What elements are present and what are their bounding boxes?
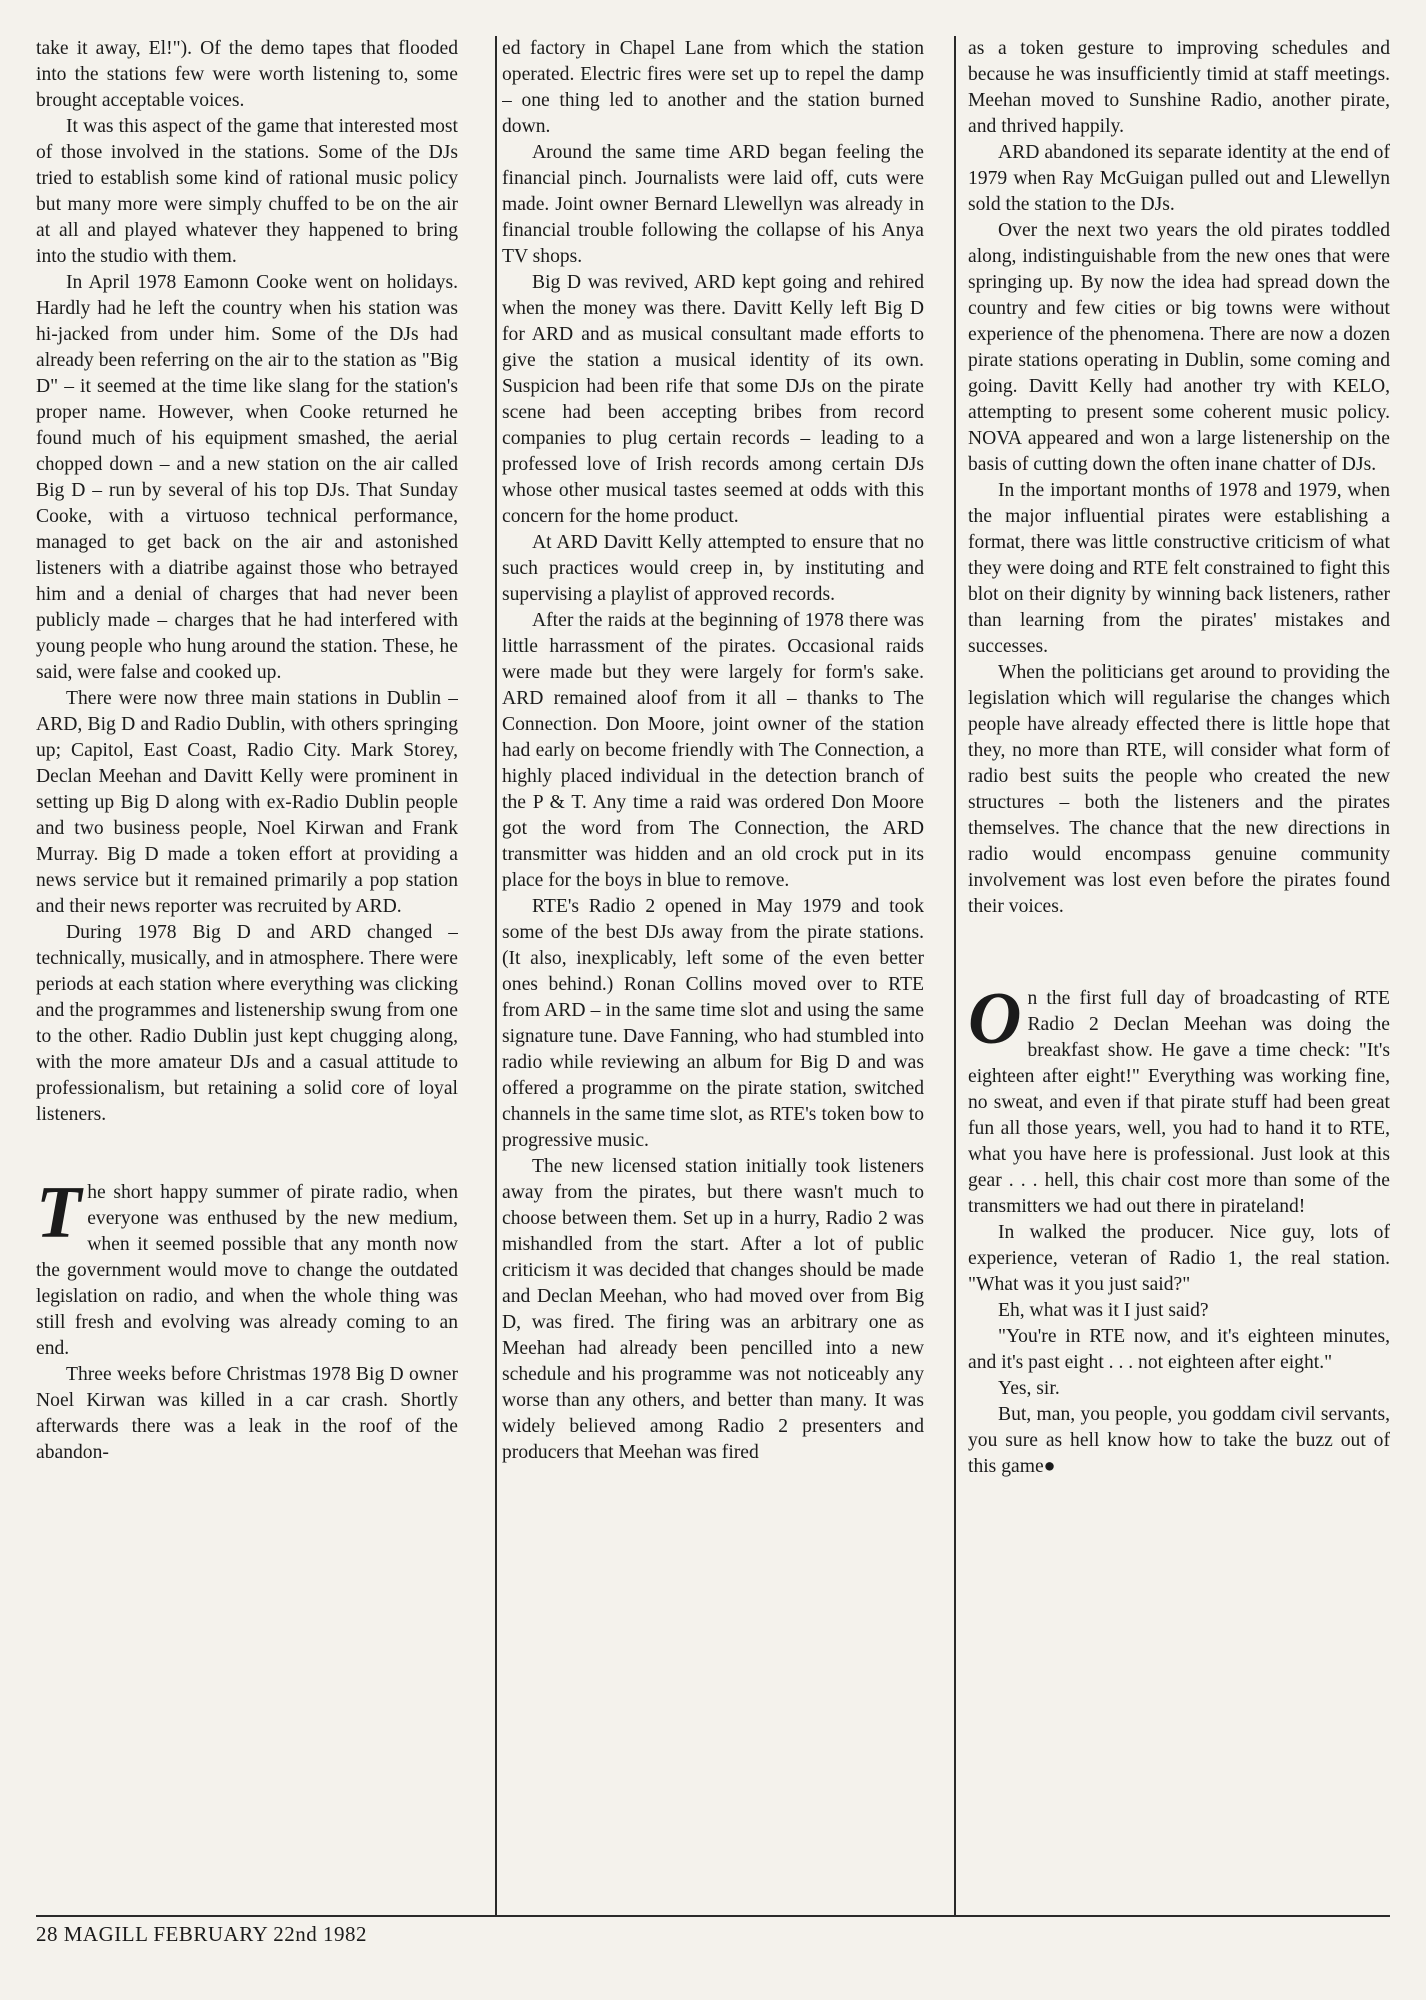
paragraph: Big D was revived, ARD kept going and rehired when the money was there. Davitt Kelly left Big D for ARD and as musical consultant made efforts to give the station a musical identity of its own. Suspicion had been rife that some DJs on the pirate scene had been accepting bribes from record companies to plug certain records – leading to a professed love of Irish records among certain DJs whose other musical tastes seemed at odds with this concern for the home product. (502, 272, 924, 527)
column-divider (954, 36, 956, 1916)
magazine-page (36, 36, 1390, 1916)
article-columns (36, 36, 1390, 1916)
paragraph: as a token gesture to improving schedules and because he was insufficiently timid at staff meetings. Meehan moved to Sunshine Radio, another pirate, and thrived happily. (968, 38, 1390, 137)
paragraph: ed factory in Chapel Lane from which the station operated. Electric fires were set up to repel the damp – one thing led to another and the station burned down. (502, 38, 924, 137)
column-divider (495, 36, 497, 1916)
paragraph: When the politicians get around to providing the legislation which will regularise the changes which people have already effected there is little hope that they, no more than RTE, will consider what form of radio best suits the people who created the new structures – both the listeners and the pirates themselves. The chance that the new directions in radio would encompass genuine community involvement was lost even before the pirates found their voices. (968, 662, 1390, 917)
paragraph: ARD abandoned its separate identity at the end of 1979 when Ray McGuigan pulled out and Llewellyn sold the station to the DJs. (968, 142, 1390, 215)
paragraph: Three weeks before Christmas 1978 Big D owner Noel Kirwan was killed in a car crash. Shortly afterwards there was a leak in the roof of the abandon- (36, 1364, 458, 1463)
paragraph: It was this aspect of the game that interested most of those involved in the stations. Some of the DJs tried to establish some kind of rational music policy but many more were simply chuffed to be on the air at all and played whatever they happened to bring into the studio with them. (36, 116, 458, 267)
page-footer: 28 MAGILL FEBRUARY 22nd 1982 (36, 1922, 367, 1946)
paragraph: "You're in RTE now, and it's eighteen minutes, and it's past eight . . . not eighteen after eight." (968, 1326, 1390, 1373)
column-3 (968, 36, 1390, 1916)
paragraph-text: n the first full day of broadcasting of RTE Radio 2 Declan Meehan was doing the breakfast show. He gave a time check: "It's eighteen after eight!" Everything was working fine, no sweat, and even if that pirate stuff had been great fun all those years, well, you had to hand it to RTE, what you have here is professional. Just look at this gear . . . hell, this chair cost more than some of the transmitters we had out there in pirateland! (968, 988, 1390, 1217)
drop-cap: T (36, 1172, 82, 1254)
paragraph: During 1978 Big D and ARD changed – technically, musically, and in atmosphere. There were periods at each station where everything was clicking and the programmes and listenership swung from one to the other. Radio Dublin just kept chugging along, with the more amateur DJs and a casual attitude to professionalism, but retaining a solid core of loyal listeners. (36, 922, 458, 1125)
footer-rule (36, 1915, 1390, 1917)
column-2 (502, 36, 924, 1916)
paragraph: In April 1978 Eamonn Cooke went on holidays. Hardly had he left the country when his station was hi-jacked from under him. Some of the DJs had already been referring on the air to the station as "Big D" – it seemed at the time like slang for the station's proper name. However, when Cooke returned he found much of his equipment smashed, the aerial chopped down – and a new station on the air called Big D – run by several of his top DJs. That Sunday Cooke, with a virtuoso technical performance, managed to get back on the air and astonished listeners with a diatribe against those who betrayed him and a denial of charges that had never been publicly made – charges that he had interfered with young people who hung around the station. These, he said, were false and cooked up. (36, 272, 458, 683)
section-break (36, 1128, 458, 1180)
paragraph: Eh, what was it I just said? (998, 1300, 1209, 1321)
paragraph: At ARD Davitt Kelly attempted to ensure that no such practices would creep in, by instituting and supervising a playlist of approved records. (502, 532, 924, 605)
paragraph: In walked the producer. Nice guy, lots of experience, veteran of Radio 1, the real station. "What was it you just said?" (968, 1222, 1390, 1295)
paragraph: The new licensed station initially took listeners away from the pirates, but there wasn't much to choose between them. Set up in a hurry, Radio 2 was mishandled from the start. After a lot of public criticism it was decided that changes should be made and Declan Meehan, who had moved over from Big D, was fired. The firing was an arbitrary one as Meehan had already been pencilled into a new schedule and his programme was not noticeably any worse than any others, and better than many. It was widely believed among Radio 2 presenters and producers that Meehan was fired (502, 1156, 924, 1463)
paragraph: Around the same time ARD began feeling the financial pinch. Journalists were laid off, cuts were made. Joint owner Bernard Llewellyn was already in financial trouble following the collapse of his Anya TV shops. (502, 142, 924, 267)
drop-cap: O (968, 978, 1022, 1060)
paragraph: Over the next two years the old pirates toddled along, indistinguishable from the new ones that were springing up. By now the idea had spread down the country and few cities or big towns were without experience of the phenomena. There are now a dozen pirate stations operating in Dublin, some coming and going. Davitt Kelly had another try with KELO, attempting to present some coherent music policy. NOVA appeared and won a large listenership on the basis of cutting down the often inane chatter of DJs. (968, 220, 1390, 475)
paragraph: In the important months of 1978 and 1979, when the major influential pirates were establishing a format, there was little constructive criticism of what they were doing and RTE felt constrained to fight this blot on their dignity by winning back listeners, rather than learning from the pirates' mistakes and successes. (968, 480, 1390, 657)
paragraph: take it away, El!"). Of the demo tapes that flooded into the stations few were worth listening to, some brought acceptable voices. (36, 38, 458, 111)
section-break (968, 920, 1390, 986)
paragraph: There were now three main stations in Dublin – ARD, Big D and Radio Dublin, with others springing up; Capitol, East Coast, Radio City. Mark Storey, Declan Meehan and Davitt Kelly were prominent in setting up Big D along with ex-Radio Dublin people and two business people, Noel Kirwan and Frank Murray. Big D made a token effort at providing a news service but it remained primarily a pop station and their news reporter was recruited by ARD. (36, 688, 458, 917)
paragraph: RTE's Radio 2 opened in May 1979 and took some of the best DJs away from the pirate stations. (It also, inexplicably, left some of the even better ones behind.) Ronan Collins moved over to RTE from ARD – in the same time slot and using the same signature tune. Dave Fanning, who had stumbled into radio while reviewing an album for Big D and was offered a programme on the pirate station, switched channels in the same time slot, as RTE's token bow to progressive music. (502, 896, 924, 1151)
paragraph-text: he short happy summer of pirate radio, when everyone was enthused by the new medium, when it seemed possible that any month now the government would move to change the outdated legislation on radio, and when the whole thing was still fresh and evolving was already coming to an end. (36, 1182, 458, 1359)
paragraph: But, man, you people, you goddam civil servants, you sure as hell know how to take the buzz out of this game● (968, 1404, 1390, 1477)
paragraph-with-dropcap (968, 978, 1390, 1220)
paragraph: After the raids at the beginning of 1978 there was little harrassment of the pirates. Occasional raids were made but they were largely for form's sake. ARD remained aloof from it all – thanks to The Connection. Don Moore, joint owner of the station had early on become friendly with The Connection, a highly placed individual in the detection branch of the P & T. Any time a raid was ordered Don Moore got the word from The Connection, the ARD transmitter was hidden and an old crock put in its place for the boys in blue to remove. (502, 610, 924, 891)
paragraph: Yes, sir. (998, 1378, 1060, 1399)
paragraph-with-dropcap (36, 1172, 458, 1362)
column-1 (36, 36, 458, 1916)
